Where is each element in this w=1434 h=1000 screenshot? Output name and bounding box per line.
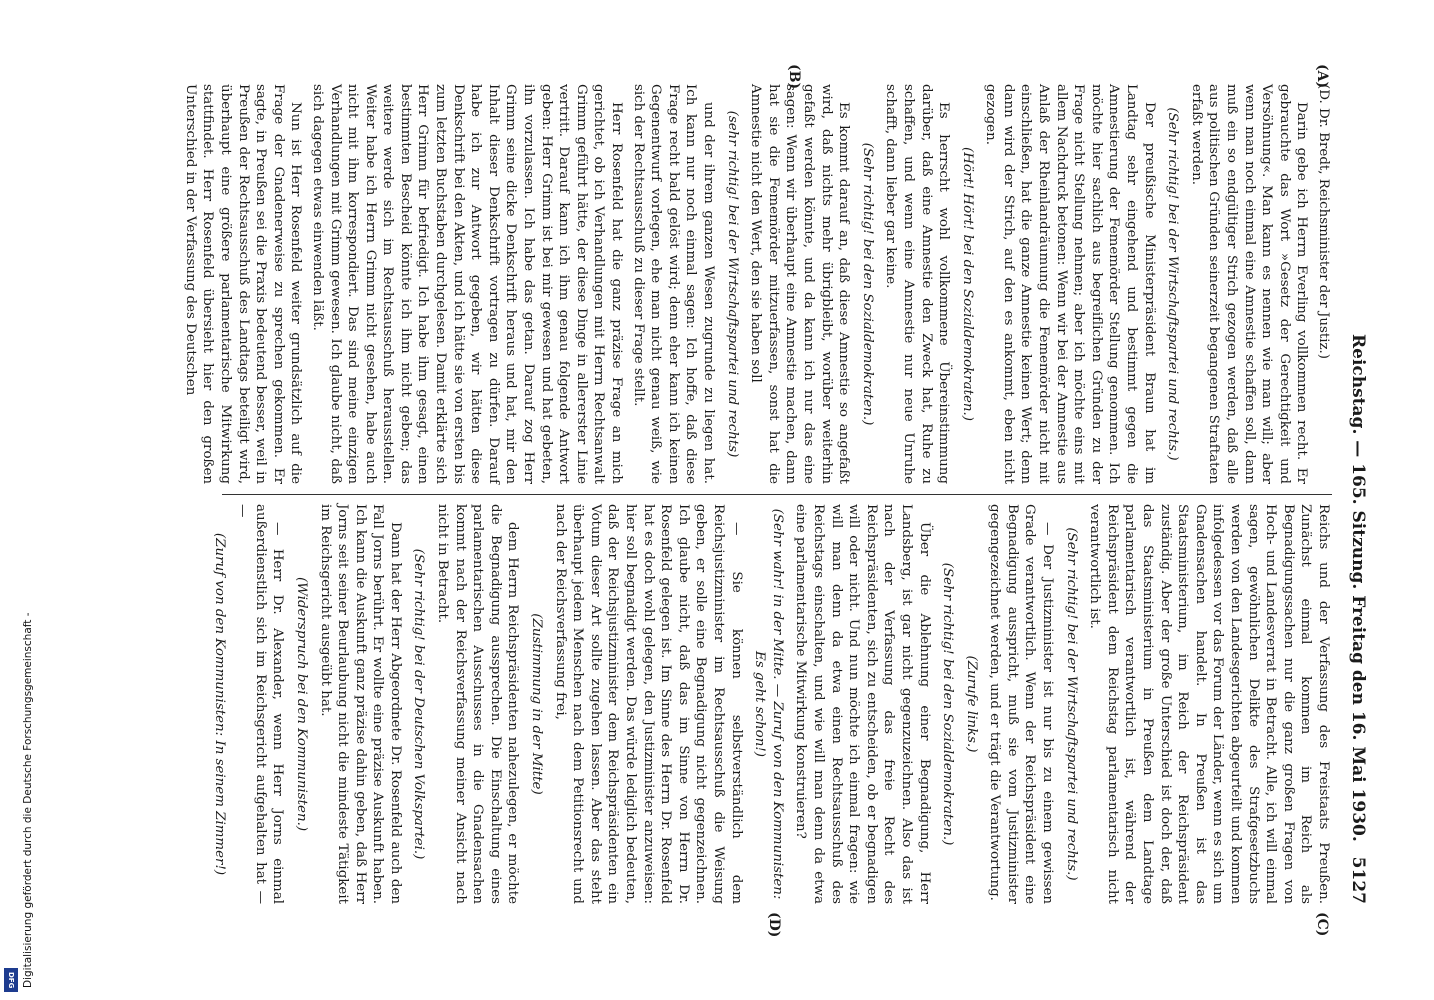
- paragraph: Nun ist Herr Rosenfeld weiter grundsätzlich auf die Frage der Gnadenerweise zu sprechen gekommen. Er sagte, in Preußen sei die Praxis bedeutend besser, weil in Preußen der Rechtsausschuß des Landtags beteiligt wird, überhaupt eine größere parlamentarische Mitwirkung stattfindet. Herr Rosenfeld übersieht hier den großen Unterschied in der Verfassung des Deutschen: [182, 84, 304, 484]
- paragraph: dem Herrn Reichspräsidenten nahezulegen, er möchte die Begnadigung aussprechen. Die Einschaltung eines parlamentarischen Ausschusses in die Gnadensachen kommt nach der Reichsverfassung meiner Ansicht nach nicht in Betracht.: [435, 504, 521, 904]
- interjection: (Sehr richtig! bei der Wirtschaftspartei und rechts.): [1063, 527, 1079, 881]
- interjection: (Zurufe links.): [963, 655, 979, 753]
- margin-marker-a: (A): [1314, 64, 1330, 89]
- interjection: (Sehr richtig! bei den Sozialdemokraten.): [859, 142, 875, 426]
- paragraph: Es kommt darauf an, daß diese Amnestie so angefaßt wird, daß nichts mehr übrigbleibt, worüber weiterhin gefaßt werden könnte, und da kann ich nur das eine sagen: Wenn wir überhaupt eine Amnestie machen, dann hat sie die Fememörder mitzuerfassen, sonst hat die Amnestie nicht den Wert, den sie haben soll: [748, 84, 852, 484]
- interjection: (Sehr wahr! in der Mitte. — Zuruf von den Kommunisten: Es geht schon!): [752, 508, 785, 900]
- column-divider: [222, 494, 1332, 495]
- paragraph: Es herrscht wohl vollkommene Übereinstimmung darüber, daß eine Amnestie den Zweck hat, Ruhe zu schaffen, und wenn eine Amnestie nur neue Unruhe schafft, dann lieber gar keine.: [883, 84, 952, 484]
- paragraph: — Herr Dr. Alexander, wenn Herr Jorns einmal außerdienstlich sich im Reichsgericht aufgehalten hat — —: [235, 504, 286, 904]
- interjection: (Sehr richtig! bei den Sozialdemokraten.): [940, 562, 956, 846]
- paragraph: Herr Rosenfeld hat die ganz präzise Frage an mich gerichtet, ob ich Verhandlungen mit Herrn Rechtsanwalt Grimm geführt hätte, der diese Dinge in allererster Linie vertritt. Darauf kann ich ihm genau folgende Antwort geben: Herr Grimm ist bei mir gewesen und hat gebeten, ihn vorzulassen. Ich habe das getan. Darauf zog Herr Grimm seine dicke Denkschrift heraus und hat, mir den Inhalt dieser Denkschrift vortragen zu dürfen. Darauf habe ich zur Antwort gegeben, wir hätten diese Denkschrift bei den Akten, und ich hätte sie von ersten bis zum letzten Buchstaben durchgelesen. Damit erklärte sich Herr Grimm für befriedigt. Ich habe ihm gesagt, einen bestimmten Bescheid könnte ich ihm nicht geben; das weitere werde sich im Rechtsausschuß herausstellen. Weiter habe ich Herrn Grimm nicht gesehen, habe auch nicht mit ihm korrespondiert. Das sind meine einzigen Verhandlungen mit Grimm gewesen. Ich glaube nicht, daß sich dagegen etwas einwenden läßt.: [309, 84, 625, 484]
- digitization-credit: Digitalisierung gefördert durch die Deutsche Forschungsgemeinschaft -: [22, 612, 34, 988]
- interjection: (Widerspruch bei den Kommunisten.): [293, 576, 309, 832]
- margin-marker-b: (B): [786, 64, 802, 90]
- interjection: (Sehr richtig! bei der Wirtschaftspartei und rechts.): [1165, 107, 1181, 461]
- paragraph: (D. Dr. Bredt, Reichsminister der Justiz.): [1316, 84, 1331, 360]
- paragraph: — Der Justizminister ist nur bis zu einem gewissen Grade verantwortlich. Wenn der Reichspräsident eine Begnadigung ausspricht, muß sie vom Justizminister gegengezeichnet werden, und er trägt die Verantwortung.: [987, 504, 1056, 904]
- margin-marker-c: (C): [1314, 912, 1330, 937]
- interjection: (Sehr richtig! bei der Deutschen Volkspartei.): [411, 548, 427, 860]
- page-header: [1338, 104, 1372, 904]
- interjection: (Zuruf von den Kommunisten: In seinem Zimmer!): [211, 532, 227, 876]
- interjection: (sehr richtig! bei der Wirtschaftspartei und rechts): [724, 110, 740, 458]
- paragraph: — Sie können selbstverständlich dem Reichsjustizminister im Rechtsausschuß die Weisung geben, er solle eine Begnadigung nicht gegenzeichnen. Ich glaube nicht, daß das im Sinne von Herrn Dr. Rosenfeld gelegen ist. Im Sinne des Herrn Dr. Rosenfeld hat es doch wohl gelegen, den Justizminister anzuweisen: hier soll begnadigt werden. Das würde lediglich bedeuten, daß der Reichsjustizminister dem Reichspräsidenten ein Votum dieser Art sollte zugehen lassen. Aber das steht überhaupt jedem Menschen nach dem Petitionsrecht und nach der Reichsverfassung frei,: [552, 504, 744, 904]
- paragraph: Dann hat der Herr Abgeordnete Dr. Rosenfeld auch den Fall Jorns berührt. Er wollte eine präzise Auskunft haben. Ich kann die Auskunft ganz präzise dahin geben, daß Herr Jorns seit seiner Beurlaubung nicht die mindeste Tätigkeit im Reichsgericht ausgeübt hat.: [317, 504, 403, 904]
- interjection: (Hört! Hört! bei den Sozialdemokraten.): [959, 147, 975, 421]
- left-column: [182, 84, 1332, 484]
- page-title: Reichstag. — 165. Sitzung. Freitag den 16. Mai 1930.: [1348, 334, 1368, 842]
- paragraph: und der ihrem ganzen Wesen zugrunde zu liegen hat. Ich kann nur noch einmal sagen: Ich hoffe, daß diese Frage recht bald gelöst wird; denn eher kann ich keinen Gegenentwurf vorlegen, ehe man nicht genau weiß, wie sich der Rechtsausschuß zu dieser Frage stellt.: [630, 84, 716, 484]
- paragraph: Darin gebe ich Herrn Everling vollkommen recht. Er gebrauchte das Wort »Gesetz der Gerechtigkeit und Versöhnung«. Man kann es nennen wie man will; aber wenn man noch einmal eine Amnestie schaffen soll, dann muß ein so endgültiger Strich gezogen werden, daß alle aus politischen Gründen seinerzeit begangenen Straftaten erfaßt werden.: [1188, 84, 1310, 484]
- dfg-logo: DFG: [4, 968, 18, 992]
- interjection: (Zustimmung in der Mitte): [529, 613, 545, 795]
- digitization-sidebar: [0, 0, 34, 1000]
- paragraph: Reichs und der Verfassung des Freistaats Preußen. Zunächst einmal kommen im Reich als Begnadigungssachen nur die ganz großen Fragen von Hoch- und Landesverrat in Betracht. Alle, ich will einmal sagen, gewöhnlichen Delikte des Strafgesetzbuchs werden von den Landesgerichten abgeurteilt und kommen infolgedessen vor das Forum der Länder, wenn es sich um Gnadensachen handelt. In Preußen ist das Staatsministerium, im Reich der Reichspräsident zuständig. Aber der große Unterschied ist doch der, daß das Staatsministerium in Preußen dem Landtage parlamentarisch verantwortlich ist, während der Reichspräsident dem Reichstag parlamentarisch nicht verantwortlich ist.: [1087, 504, 1331, 904]
- right-column: [202, 504, 1332, 904]
- paragraph: Über die Ablehnung einer Begnadigung, Herr Landsberg, ist gar nicht gegenzuzeichnen. Also das ist nach der Verfassung das freie Recht des Reichspräsidenten, sich zu entscheiden, ob er begnadigen will oder nicht. Und nun möchte ich einmal fragen: wie will man denn da etwa einen Rechtsausschuß des Reichstags einschalten, und wie will man denn da etwa eine parlamentarische Mitwirkung konstruieren?: [793, 504, 932, 904]
- document-page: [122, 64, 1372, 944]
- margin-marker-d: (D): [766, 912, 782, 938]
- paragraph: Der preußische Ministerpräsident Braun hat im Landtag sehr eingehend und bestimmt gegen die Amnestierung der Fememörder Stellung genommen. Ich möchte hier sachlich aus begreiflichen Gründen zu der Frage nicht Stellung nehmen; aber ich möchte eins mit allem Nachdruck betonen: Wenn wir bei der Amnestie aus Anlaß der Rheinlandräumung die Fememörder nicht mit einschließen, hat die ganze Amnestie keinen Wert; denn dann wird der Strich, auf den es ankommt, eben nicht gezogen.: [983, 84, 1157, 484]
- page-number: 5127: [1348, 856, 1368, 904]
